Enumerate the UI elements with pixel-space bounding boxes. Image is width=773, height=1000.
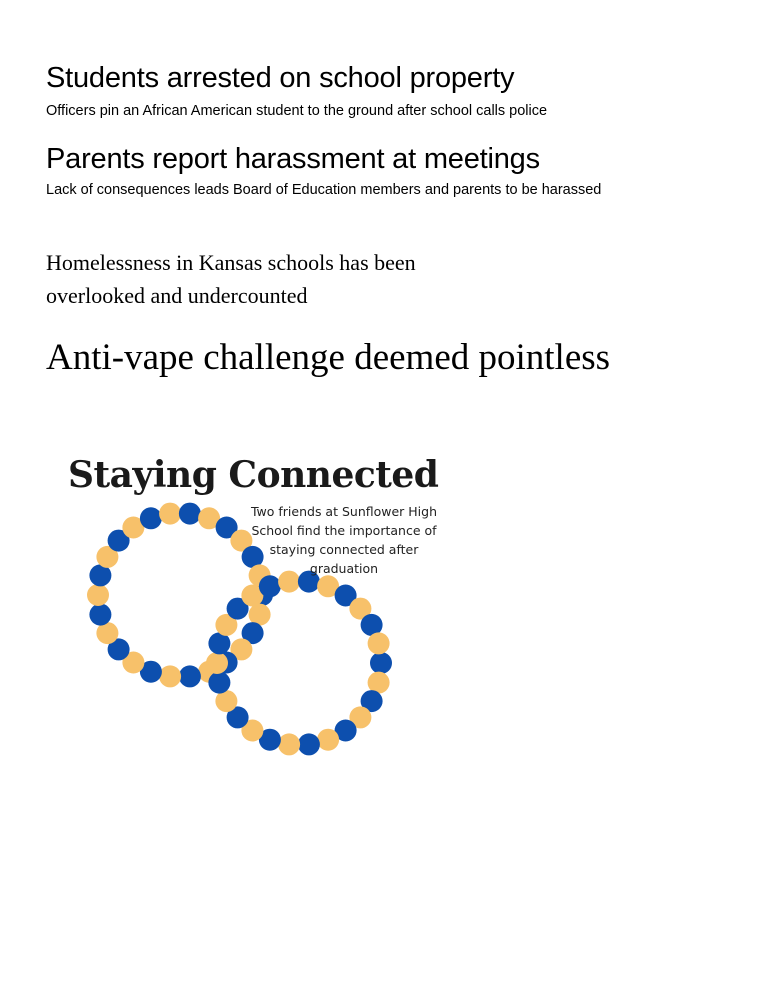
bead: [159, 665, 181, 687]
feature-caption: Two friends at Sunflower High School find the importance of staying connected after graduation: [250, 504, 438, 576]
staying-connected-graphic: [60, 450, 460, 770]
headline-arrests: Students arrested on school property: [46, 62, 515, 94]
subhead-harassment: Lack of consequences leads Board of Education members and parents to be harassed: [46, 182, 602, 198]
bead: [298, 733, 320, 755]
feature-title: Staying Connected: [68, 454, 439, 496]
bead: [317, 729, 339, 751]
bead: [179, 665, 201, 687]
headline-harassment: Parents report harassment at meetings: [46, 143, 540, 175]
bead: [259, 575, 281, 597]
bead: [159, 503, 181, 525]
headline-anti-vape: Anti-vape challenge deemed pointless: [46, 337, 611, 378]
bead: [140, 507, 162, 529]
subhead-arrests: Officers pin an African American student to the ground after school calls police: [46, 103, 548, 119]
bead: [89, 604, 111, 626]
bead: [208, 672, 230, 694]
bead: [278, 733, 300, 755]
bff-bracelets-illustration: [60, 450, 460, 770]
headline-homelessness: Homelessness in Kansas schools has been overlooked and undercounted: [46, 250, 416, 308]
bead: [179, 503, 201, 525]
bead: [87, 584, 109, 606]
bead: [206, 652, 228, 674]
bead: [368, 632, 390, 654]
bead: [370, 652, 392, 674]
